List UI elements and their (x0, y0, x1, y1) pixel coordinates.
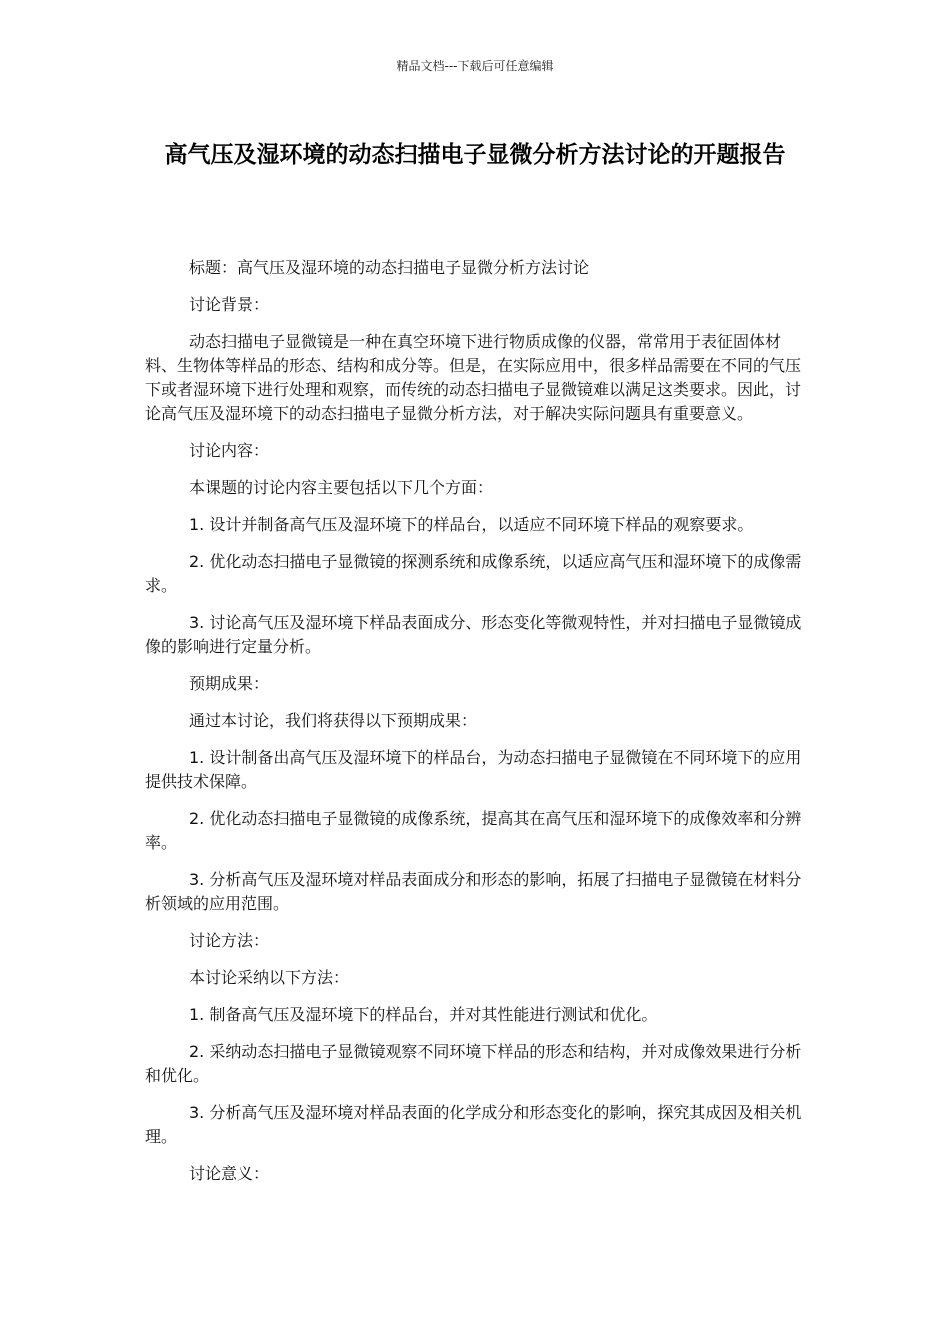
heading-background: 讨论背景： (189, 295, 270, 314)
paragraph-background: 动态扫描电子显微镜是一种在真空环境下进行物质成像的仪器，常常用于表征固体材料、生物体等样品的形态、结构和成分等。但是，在实际应用中，很多样品需要在不同的气压下或者湿环境下进行处理和观察，而传统的动态扫描电子显微镜难以满足这类要求。因此，讨论高气压及湿环境下的动态扫描电子显微分析方法，对于解决实际问题具有重要意义。 (145, 332, 802, 423)
header-note: 精品文档---下载后可任意编辑 (396, 59, 554, 73)
list-item-methods-2: 2. 采纳动态扫描电子显微镜观察不同环境下样品的形态和结构，并对成像效果进行分析和优化。 (145, 1042, 802, 1085)
document-title: 高气压及湿环境的动态扫描电子显微分析方法讨论的开题报告 (164, 142, 786, 168)
heading-content: 讨论内容： (189, 441, 270, 460)
list-item-methods-1: 1. 制备高气压及湿环境下的样品台，并对其性能进行测试和优化。 (189, 1005, 658, 1024)
document-body (145, 256, 805, 1199)
heading-expected-results: 预期成果： (189, 674, 270, 693)
paragraph-content-intro: 本课题的讨论内容主要包括以下几个方面： (189, 478, 494, 497)
list-item-methods-3: 3. 分析高气压及湿环境对样品表面的化学成分和形态变化的影响，探究其成因及相关机理。 (145, 1103, 802, 1146)
list-item-results-3: 3. 分析高气压及湿环境对样品表面成分和形态的影响，拓展了扫描电子显微镜在材料分析领域的应用范围。 (145, 870, 802, 913)
list-item-content-2: 2. 优化动态扫描电子显微镜的探测系统和成像系统，以适应高气压和湿环境下的成像需求。 (145, 552, 802, 595)
paragraph-results-intro: 通过本讨论，我们将获得以下预期成果： (189, 711, 478, 730)
list-item-results-2: 2. 优化动态扫描电子显微镜的成像系统，提高其在高气压和湿环境下的成像效率和分辨率。 (145, 809, 802, 852)
paragraph-methods-intro: 本讨论采纳以下方法： (189, 968, 350, 987)
paragraph-subject: 标题：高气压及湿环境的动态扫描电子显微分析方法讨论 (189, 258, 590, 277)
list-item-content-1: 1. 设计并制备高气压及湿环境下的样品台，以适应不同环境下样品的观察要求。 (189, 515, 754, 534)
list-item-results-1: 1. 设计制备出高气压及湿环境下的样品台，为动态扫描电子显微镜在不同环境下的应用提供技术保障。 (145, 748, 802, 791)
heading-methods: 讨论方法： (189, 931, 270, 950)
list-item-content-3: 3. 讨论高气压及湿环境下样品表面成分、形态变化等微观特性，并对扫描电子显微镜成像的影响进行定量分析。 (145, 613, 802, 656)
heading-significance: 讨论意义： (189, 1164, 270, 1183)
